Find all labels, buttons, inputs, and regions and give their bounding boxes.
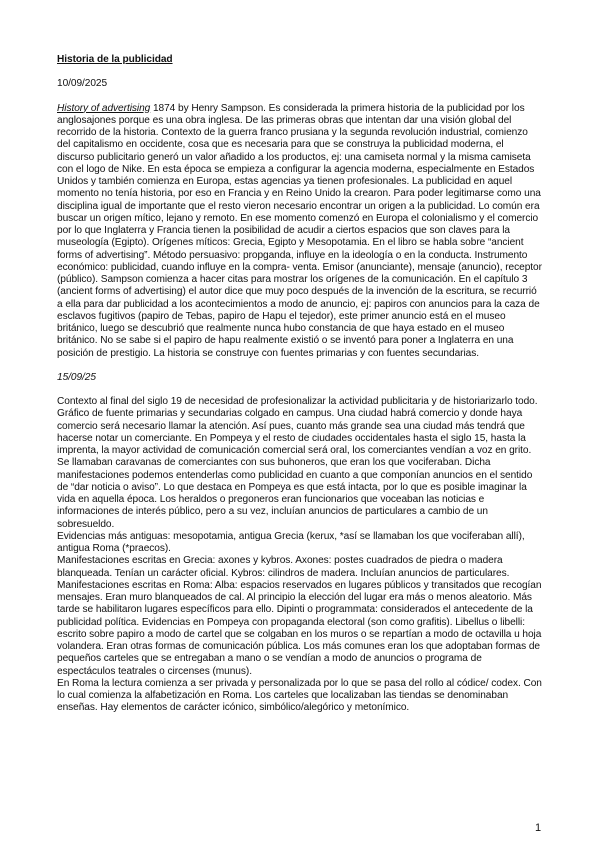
section-2-paragraph-4: Manifestaciones escritas en Roma: Alba: espacios reservados en lugares públicos y transitados que recogían mensajes. Eran muro blanqueados de cal. Al principio la elección del lugar era más o menos aleatorio. Más tarde se habilitaron lugares específicos para ello. Dipinti o programmata: considerados el antecedente de la publicidad política. Evidencias en Pompeya con propaganda electoral (son como grafitis). Libellus o libelli: escrito sobre papiro a modo de cartel que se colgaban en los muros o se repartían a modo de octavilla u hoja volandera. Eran otras formas de comunicación pública. Los más comunes eran los que adoptaban formas de pequeños carteles que se entregaban a mano o se vendían a modo de anuncios o programa de espectáculos teatrales o circenses (munus). [57,579,542,677]
document-body [57,54,542,715]
book-title: History of advertising [57,102,151,114]
section-2-paragraph-1: Contexto al final del siglo 19 de necesidad de profesionalizar la actividad publicitaria y de historiarizarlo todo. Gráfico de fuente primarias y secundarias colgado en campus. Una ciudad habrá comercio y donde haya comercio será necesario llamar la atención. Así pues, cuanto más grande sea una ciudad más tendrá que hacerse notar un comerciante. En Pompeya y el resto de ciudades occidentales hasta el siglo 15, hasta la imprenta, la mayor actividad de comunicación comercial será oral, los comerciantes vendían a voz en grito. Se llamaban caravanas de comerciantes con sus buhoneros, que eran los que vociferaban. Dicha manifestaciones podemos entenderlas como publicidad en cuanto a que componían anuncios en el sentido de “dar noticia o aviso”. Lo que destaca en Pompeya es que está intacta, por lo que es posible imaginar la vida en aquella época. Los heraldos o pregoneros eran funcionarios que voceaban las noticias e informaciones de interés público, pero a su vez, incluían anuncios de particulares a cambio de un sobresueldo. [57,396,538,530]
page-number: 1 [535,822,542,834]
section-date-2: 15/09/25 [57,371,96,383]
section-1-text: 1874 by Henry Sampson. Es considerada la primera historia de la publicidad por los anglosajones porque es una obra inglesa. De las primeras obras que intentan dar una visión global del recorrido de la historia. Contexto de la guerra franco prusiana y la segunda revolución industrial, comienzo del capitalismo en occidente, cosa que es necesaria para que se construya la publicidad moderna, el discurso publicitario generó un valor añadido a los productos, ej: una camiseta normal y la misma camiseta con el logo de Nike. En esta época se empieza a configurar la agencia moderna, especialmente en Estados Unidos y también comienza en Europa, estas agencias ya tienen profesionales. La publicidad en aquel momento no tenía historia, por eso en Francia y en Reino Unido la crearon. Para poder legitimarse como una disciplina igual de importante que el resto vieron necesario encontrar un origen a la publicidad. Lo común era buscar un origen mítico, lejano y remoto. En ese momento comenzó en Europa el colonialismo y el comercio por lo que Inglaterra y Francia tienen la posibilidad de acudir a ciertos espacios que son claves para la museología (Egipto). Orígenes míticos: Grecia, Egipto y Mesopotamia. En el libro se habla sobre “ancient forms of advertising”. Método persuasivo: propganda, influye en la ideología o en la conducta. Instrumento económico: publicidad, cuando influye en la compra- venta. Emisor (anunciante), mensaje (anuncio), receptor (público). Sampson comienza a hacer citas para mostrar los orígenes de la comunicación. En el capítulo 3 (ancient forms of advertising) el autor dice que muy poco después de la invención de la escritura, se recurrió a ella para dar publicidad a los acontecimientos a modo de anuncio, ej: papiros con anuncios para la caza de esclavos fugitivos (papiro de Tebas, papiro de Hapu el tejedor), este primer anuncio está en el museo británico, luego se descubrió que realmente nunca hubo constancia de que haya estado en el museo británico. No se sabe si el papiro de hapu realmente existió o se inventó para poner a Inglaterra en una posición de prestigio. La historia se construye con fuentes primarias y con fuentes secundarias. [57,102,542,359]
section-2-paragraph-5: En Roma la lectura comienza a ser privada y personalizada por lo que se pasa del rollo al códice/ codex. Con lo cual comienza la alfabetización en Roma. Los carteles que localizaban las tiendas se denominaban enseñas. Hay elementos de carácter icónico, simbólico/alegórico y metonímico. [57,677,542,714]
section-1-paragraph [57,103,542,360]
section-2-paragraph-2: Evidencias más antiguas: mesopotamia, antigua Grecia (kerux, *así se llamaban los que vociferaban allí), antigua Roma (*praecos). [57,530,525,554]
section-date-1: 10/09/2025 [57,78,108,90]
document-title: Historia de la publicidad [57,54,173,65]
section-2-paragraph-3: Manifestaciones escritas en Grecia: axones y kybros. Axones: postes cuadrados de piedra o madera blanqueada. Tenían un carácter oficial. Kybros: cilindros de madera. Incluían anuncios de particulares. [57,555,510,579]
